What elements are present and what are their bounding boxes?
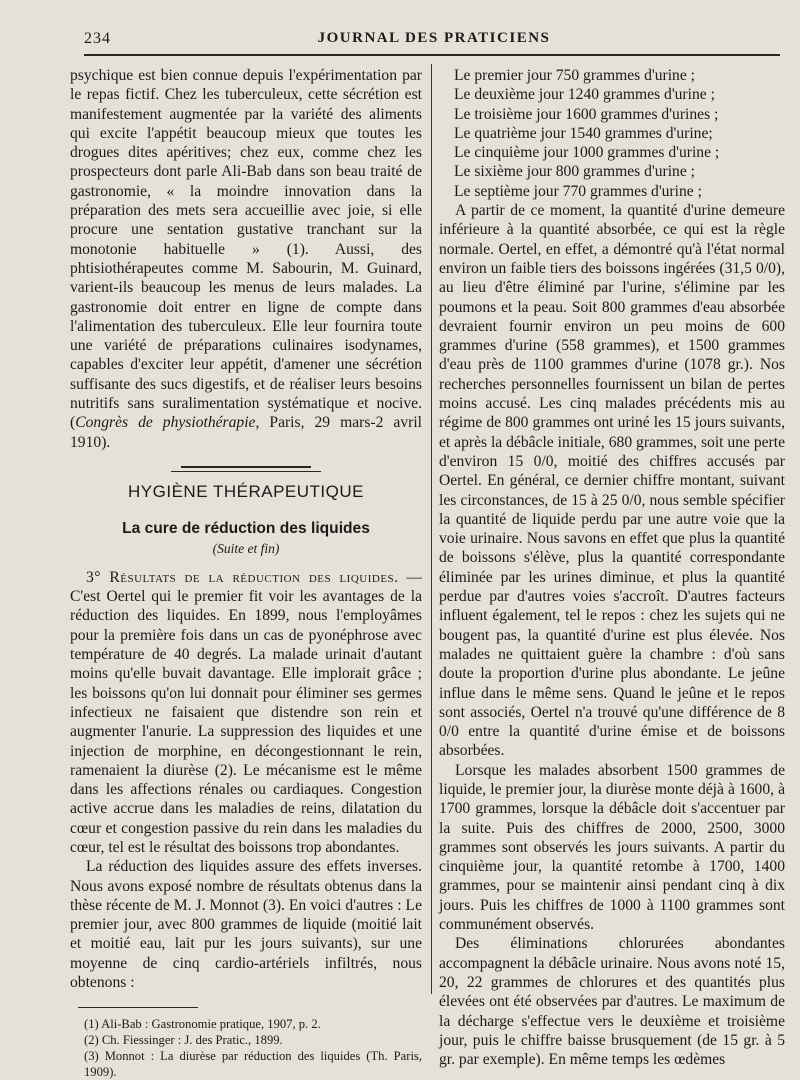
paragraph: La réduction des liquides assure des effets inverses. Nous avons exposé nombre de résultats obtenus dans la thèse récente de M. J. Monnot (3). En voici d'autres : Le premier jour, avec 800 grammes de liquide (moitié lait et moitié eau, lait pur les jours suivants), sur une moyenne de cinq cardio-artériels infiltrés, nous obtenons : <box>70 858 422 992</box>
footnote: (1) Ali-Bab : Gastronomie pratique, 1907, p. 2. <box>84 1017 321 1032</box>
header-rule <box>84 54 780 56</box>
footnote-rule <box>78 1007 198 1008</box>
paragraph: 3° Résultats de la réduction des liquides. — C'est Oertel qui le premier fit voir les avantages de la réduction des liquides. En 1899, nous l'employâmes pour la première fois dans un cas de pyonéphrose avec température de 40 degrés. La malade urinait d'autant moins qu'elle buvait davantage. Elle implorait grâce ; les boissons qu'on lui donnait pour éliminer ses germes infectieux ne faisaient que distendre son rein et augmenter l'anurie. La suppression des liquides et une injection de morphine, en décongestionnant le rein, ramenaient la diurèse (2). Le mécanisme est le même dans les affections rénales ou cardiaques. Congestion active accrue dans les maladies de reins, dilatation du cœur et congestion passive du rein dans les maladies du cœur, tel est le résultat des boissons trop abondantes. <box>70 568 422 856</box>
list-item: Le deuxième jour 1240 grammes d'urine ; <box>454 86 715 104</box>
left-column <box>70 66 422 1080</box>
section-heading: HYGIÈNE THÉRAPEUTIQUE <box>128 481 364 501</box>
section-rule <box>181 466 311 468</box>
list-item: Le sixième jour 800 grammes d'urine ; <box>454 163 695 181</box>
section-rule-thin <box>171 471 321 472</box>
paragraph: A partir de ce moment, la quantité d'urine demeure inférieure à la quantité absorbée, ce qui est la règle normale. Oertel, en effet, a démontré qu'à l'état normal environ un faible tiers des boissons ingérées (31,5 0/0), au lieu d'être éliminé par l'urine, s'élimine par les poumons et la peau. Soit 800 grammes d'eau absorbée devraient fournir environ un peu moins de 600 grammes d'urine (558 grammes), et 1500 grammes d'eau près de 1100 grammes d'urine (1078 gr.). Nos recherches personnelles fournissent un bilan de pertes moins accusé. Les cinq malades précédents mis au régime de 800 grammes ont uriné les 15 jours suivants, et après la débâcle initiale, 680 grammes, soit une perte d'environ 15 0/0, moitié des chiffres accusés par Oertel. En général, ce dernier chiffre montant, suivant les circonstances, de 15 à 25 0/0, nous semble spécifier la quantité de liquide perdu par une autre voie que la voie urinaire. Nous savons en effet que plus la quantité de boissons s'élève, plus la quantité correspondante éliminée par les urines diminue, et plus la quantité perdue par d'autres voies s'accroît. D'autres facteurs influent également, tel le repos : chez les sujets qui ne bougent pas, la quantité d'urine est plus élevée. Nos malades ne quittaient guère la chambre : d'où sans doute la proportion d'urine plus abondante. Le jeûne influe dans le même sens. Quand le jeûne et le repos sont associés, Oertel n'a trouvé qu'une différence de 8 0/0 entre la quantité d'urine émise et de boissons absorbées. <box>439 202 785 760</box>
page-number: 234 <box>84 30 111 47</box>
list-item: Le cinquième jour 1000 grammes d'urine ; <box>454 144 720 162</box>
article-subtitle: (Suite et fin) <box>212 540 280 556</box>
footnote: (2) Ch. Fiessinger : J. des Pratic., 1899. <box>84 1033 283 1048</box>
list-item: Le premier jour 750 grammes d'urine ; <box>454 67 695 84</box>
footnotes <box>70 1016 422 1080</box>
article-title: La cure de réduction des liquides <box>122 520 370 538</box>
footnote: (3) Monnot : La diurèse par réduction des liquides (Th. Paris, 1909). <box>84 1049 422 1080</box>
urine-list <box>439 66 785 201</box>
list-item: Le septième jour 770 grammes d'urine ; <box>454 182 702 200</box>
running-title: JOURNAL DES PRATICIENS <box>317 30 551 46</box>
list-item: Le troisième jour 1600 grammes d'urines ; <box>454 105 719 123</box>
paragraph-lead: 3° Résultats de la réduction des liquides. <box>86 568 399 586</box>
paragraph: psychique est bien connue depuis l'expérimentation par le repas fictif. Chez les tuberculeux, cette sécrétion est manifestement augmentée par la variété des aliments qui excite l'appétit beaucoup mieux que toutes les drogues dites apéritives; chez eux, comme chez les prospecteurs dont parle Ali-Bab dans son beau traité de gastronomie, « la moindre innovation dans la préparation des mets sera accueillie avec joie, si elle procure une sentation gustative tranchant sur la monotonie habituelle » (1). Aussi, des phtisiothérapeutes comme M. Sabourin, M. Guinard, varient-ils beaucoup les menus de leurs malades. La gastronomie doit entrer en ligne de compte dans l'alimentation des tuberculeux. Elle leur fournira toute une variété de préparations culinaires isodynames, capables d'exciter leur appétit, d'amener une sécrétion suffisante des sucs digestifs, et de réaliser leurs besoins nutritifs sans suralimentation systématique et nocive. (Congrès de physiothérapie, Paris, 29 mars-2 avril 1910). <box>70 67 422 451</box>
page-header <box>84 28 784 52</box>
citation: Congrès de physiothérapie <box>75 414 256 432</box>
column-divider <box>431 64 432 994</box>
paragraph: Des éliminations chlorurées abondantes accompagnent la débâcle urinaire. Nous avons noté 15, 20, 22 grammes de chlorures et des quantités plus élevées ont été observées par d'autres. Le maximum de la décharge s'effectue vers le deuxième et troisième jour, puis le chiffre baisse brusquement (de 15 gr. à 5 gr. par exemple). En même temps les œdèmes <box>439 935 785 1069</box>
right-column <box>439 66 785 1069</box>
list-item: Le quatrième jour 1540 grammes d'urine; <box>454 124 713 142</box>
paragraph: Lorsque les malades absorbent 1500 grammes de liquide, le premier jour, la diurèse monte déjà à 1600, à 1700 grammes, lorsque la débâcle doit s'accentuer par la suite. Puis des chiffres de 2000, 2500, 3000 grammes sont observés les jours suivants. A partir du cinquième jour, la quantité retombe à 1700, 1400 grammes, pour se maintenir ainsi pendant cinq à dix jours. Puis les chiffres de 1000 à 1100 grammes sont communément observés. <box>439 761 785 934</box>
